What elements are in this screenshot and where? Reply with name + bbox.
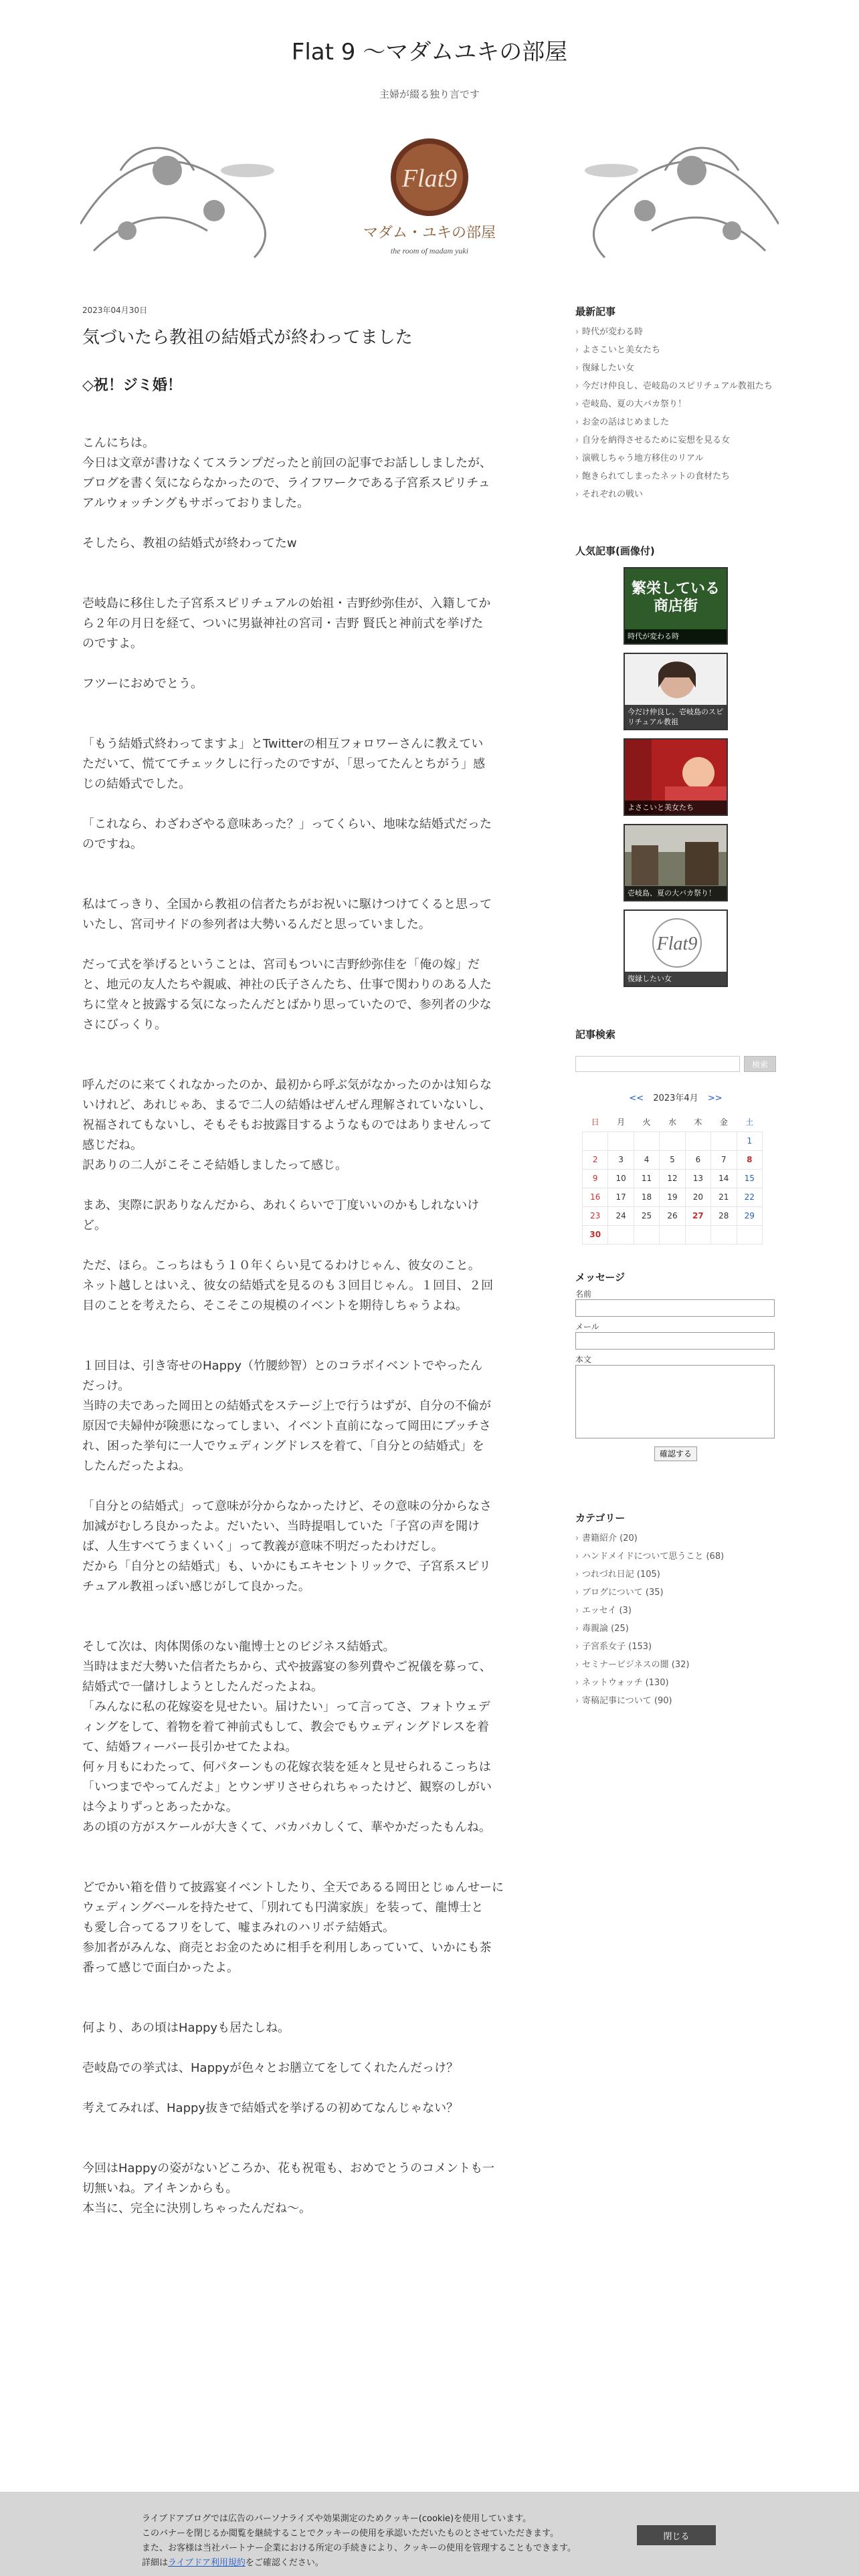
category-link[interactable]: › 書籍紹介 (20) — [575, 1533, 776, 1545]
calendar-grid — [582, 1113, 763, 1245]
calendar-day — [660, 1132, 685, 1150]
post-paragraph: だって式を挙げるということは、宮司もついに吉野紗弥佳を「俺の嫁」だ と、地元の友人たちや親戚、神社の氏子さんたち、仕事で関わりのある人た ちに堂々と披露する気になったんだとばかり思っていたので、参列者の少な さにびっくり。 — [82, 958, 492, 1032]
cookie-close-button[interactable]: 閉じる — [637, 2525, 716, 2545]
recent-post-link[interactable]: › 壱岐島、夏の大バカ祭り！ — [575, 399, 776, 411]
mail-field[interactable] — [575, 1332, 775, 1350]
calendar-day-link[interactable]: 30 — [583, 1225, 608, 1244]
post-paragraph: そして次は、肉体関係のない龍博士とのビジネス結婚式。 当時はまだ大勢いた信者たちから、式や披露宴の参列費やご祝儀を募って、 結婚式で一儲けしようとしたんだったよね。 「みんなに私の花嫁姿を見せたい。届けたい」って言ってさ、フォトウェデ ィングをして、着物を着て神前式もして、教会でもウェディングドレスを着 て、結婚フィーバー長引かせてたよね。 何ヶ月もにわたって、何パターンもの花嫁衣装を延々と見せられるこっちは 「いつまでやってんだよ」とウンザリさせられちゃったけど、観察のしがい は今よりずっとあったかな。 あの頃の方がスケールが大きくて、バカバカしくて、華やかだったもんね。 — [82, 1640, 492, 1834]
calendar-day: 18 — [634, 1188, 659, 1206]
calendar-day: 2 — [583, 1150, 608, 1169]
post-paragraph: １回目は、引き寄せのHappy（竹腰紗智）とのコラボイベントでやったん だっけ。 当時の夫であった岡田との結婚式をステージ上で行うはずが、自分の不倫が 原因で夫婦仲が険悪になってしまい、イベント直前になって岡田にブッチさ れ、困った挙句に一人でウェディングドレスを着て、「自分との結婚式」を したんだったよね。 — [82, 1359, 492, 1473]
calendar-day — [660, 1225, 685, 1244]
calendar — [575, 1091, 776, 1245]
name-field[interactable] — [575, 1299, 775, 1317]
post-title[interactable]: 気づいたら教祖の結婚式が終わってました — [82, 328, 413, 348]
search-form — [575, 1056, 776, 1072]
calendar-day-link[interactable]: 8 — [737, 1150, 762, 1169]
calendar-day: 21 — [711, 1188, 737, 1206]
calendar-day: 28 — [711, 1206, 737, 1225]
calendar-day — [711, 1132, 737, 1150]
calendar-day: 12 — [660, 1169, 685, 1188]
category-link[interactable]: › つれづれ日記 (105) — [575, 1569, 776, 1581]
calendar-day: 11 — [634, 1169, 659, 1188]
recent-post-link[interactable]: › 今だけ仲良し、壱岐島のスピリチュアル教祖たち — [575, 381, 776, 393]
category-link[interactable]: › セミナービジネスの闇 (32) — [575, 1659, 776, 1671]
calendar-day — [634, 1225, 659, 1244]
calendar-day: 4 — [634, 1150, 659, 1169]
calendar-day: 19 — [660, 1188, 685, 1206]
cookie-notice — [142, 2512, 610, 2571]
recent-post-link[interactable]: › よさこいと美女たち — [575, 344, 776, 356]
popular-post-caption: 復縁したい女 — [625, 972, 727, 986]
banner-name: マダム・ユキの部屋 — [363, 224, 496, 241]
calendar-day — [608, 1132, 634, 1150]
category-link[interactable]: › 子宮系女子 (153) — [575, 1641, 776, 1653]
cookie-text-main: ライブドアブログでは広告のパーソナライズや効果測定のためクッキー(cookie)を使用しています。 このバナーを閉じるか閲覧を継続することでクッキーの使用を承認いただいたものとさせていただきます。 また、お客様は当社パートナー企業における所定の手続きにより、クッキーの使用を管理することもできます。 詳細は — [142, 2514, 576, 2568]
categories — [575, 1511, 776, 1707]
post-paragraph: こんにちは。 今日は文章が書けなくてスランプだったと前回の記事でお話ししましたが、 ブログを書く気にならなかったので、ライフワークである子宮系スピリチュ アルウォッチングもサボっておりました。 — [82, 436, 492, 510]
popular-post-caption: 今だけ仲良し、壱岐島のスピリチュアル教祖 — [625, 705, 727, 729]
recent-post-link[interactable]: › それぞれの戦い — [575, 489, 776, 501]
sidebar — [575, 304, 776, 1713]
search-input[interactable] — [575, 1056, 740, 1072]
post-body — [82, 433, 537, 2219]
post-paragraph: 考えてみれば、Happy抜きで結婚式を挙げるの初めてなんじゃない？ — [82, 2101, 459, 2115]
calendar-day: 7 — [711, 1150, 737, 1169]
calendar-day: 5 — [660, 1150, 685, 1169]
message-heading: メッセージ — [575, 1271, 626, 1283]
weekday-sun: 日 — [591, 1117, 599, 1128]
post-paragraph: そしたら、教祖の結婚式が終わってたw — [82, 536, 297, 550]
popular-posts-heading: 人気記事(画像付) — [575, 545, 655, 557]
calendar-day-link[interactable]: 27 — [685, 1206, 710, 1225]
message-form — [575, 1270, 776, 1461]
calendar-day: 20 — [685, 1188, 710, 1206]
category-link[interactable]: › ハンドメイドについて思うこと (68) — [575, 1551, 776, 1563]
post-paragraph: 壱岐島に移住した子宮系スピリチュアルの始祖・吉野紗弥佳が、入籍してか ら２年の月日を経て、ついに男嶽神社の宮司・吉野 賢氏と神前式を挙げた のですよ。 — [82, 597, 491, 651]
calendar-day: 13 — [685, 1169, 710, 1188]
weekday-sat: 土 — [745, 1117, 754, 1128]
calendar-day — [685, 1132, 710, 1150]
name-label: 名前 — [575, 1289, 592, 1299]
mail-label: メール — [575, 1321, 599, 1331]
weekday-wed: 水 — [668, 1117, 676, 1128]
recent-post-link[interactable]: › 演戦しちゃう地方移住のリアル — [575, 453, 776, 465]
calendar-day: 10 — [608, 1169, 634, 1188]
category-heading: カテゴリー — [575, 1511, 626, 1524]
post-paragraph: 「自分との結婚式」って意味が分からなかったけど、その意味の分からなさ 加減がむしろ良かったよ。だいたい、当時提唱していた「子宮の声を聞け ば、人生すべてうまくいく」って教義が意味不明だったわけだし。 だから「自分との結婚式」も、いかにもエキセントリックで、子宮系スピリ チュアル教祖っぽい感じがして良かった。 — [82, 1499, 492, 1594]
popular-post-thumb[interactable] — [624, 909, 728, 987]
post-paragraph: まあ、実際に訳ありなんだから、あれくらいで丁度いいのかもしれないけ ど。 — [82, 1198, 480, 1232]
calendar-day: 25 — [634, 1206, 659, 1225]
calendar-day: 22 — [737, 1188, 762, 1206]
recent-post-link[interactable]: › 時代が変わる時 — [575, 326, 776, 338]
recent-post-link[interactable]: › 復縁したい女 — [575, 362, 776, 374]
calendar-header — [575, 1091, 776, 1103]
recent-post-link[interactable]: › お金の話はじめました — [575, 417, 776, 429]
calendar-day: 23 — [583, 1206, 608, 1225]
calendar-day — [711, 1225, 737, 1244]
popular-post-thumb[interactable] — [624, 567, 728, 645]
post-paragraph: 「もう結婚式終わってますよ」とTwitterの相互フォロワーさんに教えてい ただいて、慌ててチェックしに行ったのですが、「思ってたんとちがう」感 じの結婚式でした。 — [82, 737, 486, 791]
header-banner[interactable] — [80, 130, 779, 271]
terms-link[interactable]: ライブドア利用規約 — [168, 2558, 246, 2568]
cookie-banner — [0, 2492, 859, 2576]
banner-logo: Flat9 — [401, 165, 458, 193]
calendar-day: 29 — [737, 1206, 762, 1225]
weekday-tue: 火 — [642, 1117, 651, 1128]
calendar-day: 24 — [608, 1206, 634, 1225]
weekday-fri: 金 — [719, 1117, 728, 1128]
post-paragraph: 今回はHappyの姿がないどころか、花も祝電も、おめでとうのコメントも一 切無いね。アイキンからも。 本当に、完全に決別しちゃったんだね〜。 — [82, 2161, 495, 2216]
popular-post-thumb[interactable] — [624, 824, 728, 901]
category-link[interactable]: › 毒親論 (25) — [575, 1623, 776, 1635]
post-paragraph: 何より、あの頃はHappyも居たしね。 — [82, 2021, 290, 2035]
recent-post-link[interactable]: › 飽きられてしまったネットの食材たち — [575, 471, 776, 483]
calendar-day: 3 — [608, 1150, 634, 1169]
category-list — [575, 1533, 776, 1707]
search-heading: 記事検索 — [575, 1029, 616, 1041]
main-content — [82, 304, 537, 2219]
popular-thumb-image-text: 繁栄している商店街 — [631, 580, 720, 615]
post-paragraph: 壱岐島での挙式は、Happyが色々とお膳立てをしてくれたんだっけ？ — [82, 2061, 459, 2075]
calendar-day: 9 — [583, 1169, 608, 1188]
calendar-day: 26 — [660, 1206, 685, 1225]
svg-text:Flat9: Flat9 — [656, 934, 698, 954]
post-paragraph: 「これなら、わざわざやる意味あった？」ってくらい、地味な結婚式だった のですね。 — [82, 817, 492, 851]
cookie-text-end: をご確認ください。 — [245, 2558, 324, 2568]
calendar-day — [634, 1132, 659, 1150]
calendar-month: 2023年4月 — [653, 1093, 698, 1103]
recent-posts-heading: 最新記事 — [575, 306, 616, 318]
search-button[interactable]: 検索 — [744, 1056, 776, 1072]
site-description: 主婦が綴る独り言です — [379, 88, 480, 100]
popular-post-caption: 時代が変わる時 — [625, 629, 727, 643]
category-link[interactable]: › 寄稿記事について (90) — [575, 1695, 776, 1707]
category-link[interactable]: › エッセイ (3) — [575, 1605, 776, 1617]
calendar-day: 6 — [685, 1150, 710, 1169]
recent-post-link[interactable]: › 自分を納得させるために妄想を見る女 — [575, 435, 776, 447]
site-title[interactable]: Flat 9 〜マダムユキの部屋 — [291, 39, 568, 66]
calendar-day: 16 — [583, 1188, 608, 1206]
popular-post-thumb[interactable] — [624, 653, 728, 730]
weekday-mon: 月 — [617, 1117, 626, 1128]
recent-posts-list — [575, 326, 776, 501]
body-label: 本文 — [575, 1354, 592, 1364]
popular-posts-list — [575, 567, 776, 995]
calendar-day: 17 — [608, 1188, 634, 1206]
calendar-day: 14 — [711, 1169, 737, 1188]
post-paragraph: どでかい箱を借りて披露宴イベントしたり、全天であるる岡田とじゅんせーに ウェディングベールを持たせて、「別れても円満家族」を装って、龍博士と も愛し合ってるフリをして、嘘まみれのハリボテ結婚式。 参加者がみんな、商売とお金のために相手を利用しあっていて、いかにも茶 番って感じで面白かったよ。 — [82, 1881, 504, 1975]
post-paragraph: 私はてっきり、全国から教祖の信者たちがお祝いに駆けつけてくると思って いたし、宮司サイドの参列者は大勢いるんだと思っていました。 — [82, 897, 492, 932]
popular-post-caption: よさこいと美女たち — [625, 800, 727, 815]
post-paragraph: 呼んだのに来てくれなかったのか、最初から呼ぶ気がなかったのかは知らな いけれど、あれじゃあ、まるで二人の結婚はぜんぜん理解されていないし、 祝福されてもないし、そもそもお披露目するようなものではありませんって 感じだね。 訳ありの二人がこそこそ結婚しましたって感じ。 — [82, 1078, 492, 1172]
calendar-day — [608, 1225, 634, 1244]
category-link[interactable]: › ネットウォッチ (130) — [575, 1677, 776, 1689]
post-paragraph: フツーにおめでとう。 — [82, 677, 203, 691]
post-date: 2023年04月30日 — [82, 306, 148, 315]
weekday-thu: 木 — [694, 1117, 702, 1128]
confirm-button[interactable]: 確認する — [654, 1446, 697, 1461]
calendar-next-link[interactable]: >> — [707, 1093, 723, 1103]
calendar-day: 15 — [737, 1169, 762, 1188]
calendar-prev-link[interactable]: << — [629, 1093, 644, 1103]
calendar-day: 1 — [737, 1132, 762, 1150]
popular-post-thumb[interactable] — [624, 738, 728, 816]
message-body-field[interactable] — [575, 1365, 775, 1438]
post-paragraph: ただ、ほら。こっちはもう１０年くらい見てるわけじゃん、彼女のこと。 ネット越しとはいえ、彼女の結婚式を見るのも３回目じゃん。１回目、２回 目のことを考えたら、そこそこの規模のイベントを期待しちゃうよね。 — [82, 1259, 494, 1313]
calendar-day — [583, 1132, 608, 1150]
banner-tagline: the room of madam yuki — [390, 246, 469, 255]
popular-post-caption: 壱岐島、夏の大バカ祭り！ — [625, 886, 727, 900]
calendar-day — [737, 1225, 762, 1244]
post-subhead: ◇祝！ジミ婚！ — [82, 377, 182, 394]
calendar-day — [685, 1225, 710, 1244]
category-link[interactable]: › ブログについて (35) — [575, 1587, 776, 1599]
